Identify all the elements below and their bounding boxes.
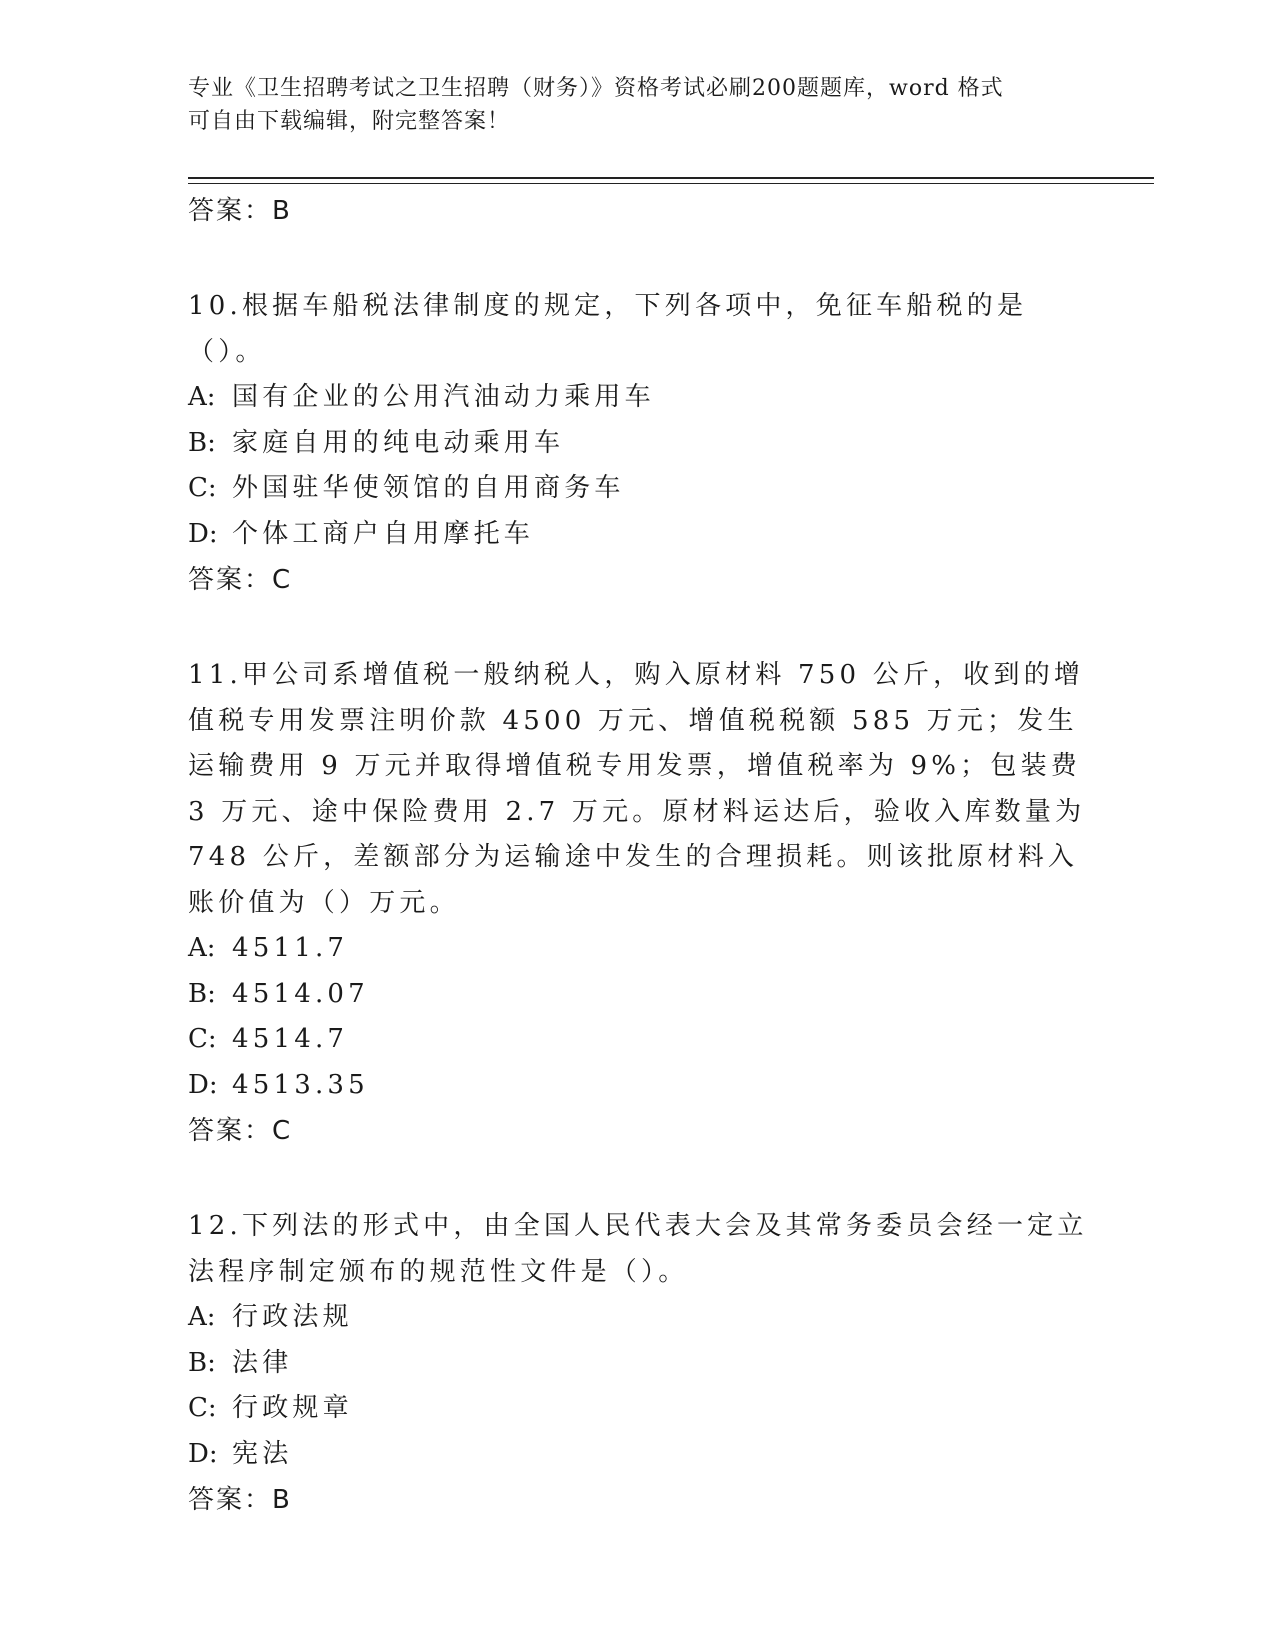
question-stem: 12.下列法的形式中，由全国人民代表大会及其常务委员会经一定立法程序制定颁布的规范性文件是（）。	[188, 1211, 1088, 1287]
option-text: 国有企业的公用汽油动力乘用车	[232, 382, 655, 412]
question-11	[188, 653, 1088, 1154]
option-text: 行政法规	[232, 1302, 353, 1332]
header-divider-thick	[188, 177, 1154, 179]
option-a	[188, 1295, 1088, 1341]
option-letter: A:	[188, 933, 216, 963]
option-text: 外国驻华使领馆的自用商务车	[232, 473, 625, 503]
option-d	[188, 1063, 1088, 1109]
option-letter: B:	[188, 1347, 216, 1378]
answer-previous: 答案：B	[188, 196, 292, 226]
option-b	[188, 421, 1088, 467]
answer: 答案：C	[188, 565, 293, 595]
option-text: 个体工商户自用摩托车	[232, 518, 535, 549]
option-d	[188, 1432, 1088, 1478]
option-c	[188, 466, 1088, 512]
option-b	[188, 1341, 1088, 1387]
answer: 答案：C	[188, 1116, 293, 1146]
option-text: 法律	[232, 1347, 293, 1378]
question-stem: 10.根据车船税法律制度的规定，下列各项中，免征车船税的是（）。	[188, 291, 1028, 367]
spacer	[188, 603, 1088, 653]
option-b	[188, 972, 1088, 1018]
option-letter: A:	[188, 382, 216, 412]
question-content	[188, 188, 1088, 1523]
header-divider-thin	[188, 183, 1154, 184]
header-line-1: 专业《卫生招聘考试之卫生招聘（财务）》资格考试必刷200题题库，word 格式	[188, 76, 1004, 101]
question-10	[188, 284, 1088, 603]
answer: 答案：B	[188, 1485, 292, 1515]
option-letter: B:	[188, 978, 216, 1009]
option-text: 4513.35	[232, 1069, 369, 1100]
option-a	[188, 375, 1088, 421]
option-text: 家庭自用的纯电动乘用车	[232, 427, 565, 458]
option-d	[188, 512, 1088, 558]
spacer	[188, 1154, 1088, 1204]
option-letter: D:	[188, 518, 218, 549]
question-12	[188, 1204, 1088, 1523]
option-text: 宪法	[232, 1438, 293, 1469]
option-text: 4514.07	[232, 978, 369, 1009]
option-text: 4511.7	[232, 933, 349, 963]
option-letter: A:	[188, 1302, 216, 1332]
header-line-2: 可自由下载编辑，附完整答案！	[188, 109, 511, 134]
option-letter: B:	[188, 427, 216, 458]
option-letter: D:	[188, 1438, 218, 1469]
option-letter: D:	[188, 1069, 218, 1100]
option-letter: C:	[188, 473, 217, 503]
spacer	[188, 234, 1088, 284]
option-text: 4514.7	[232, 1024, 349, 1054]
page-header	[188, 72, 1088, 138]
option-letter: C:	[188, 1024, 217, 1054]
question-stem: 11.甲公司系增值税一般纳税人，购入原材料 750 公斤，收到的增值税专用发票注明价款 4500 万元、增值税税额 585 万元；发生运输费用 9 万元并取得增值税专用发票，增值税率为 9%；包装费 3 万元、途中保险费用 2.7 万元。原材料运达后，验收入库数量为 748 公斤，差额部分为运输途中发生的合理损耗。则该批原材料入账价值为（）万元。	[188, 660, 1086, 918]
option-c	[188, 1386, 1088, 1432]
option-a	[188, 926, 1088, 972]
option-text: 行政规章	[232, 1393, 353, 1423]
option-c	[188, 1017, 1088, 1063]
option-letter: C:	[188, 1393, 217, 1423]
